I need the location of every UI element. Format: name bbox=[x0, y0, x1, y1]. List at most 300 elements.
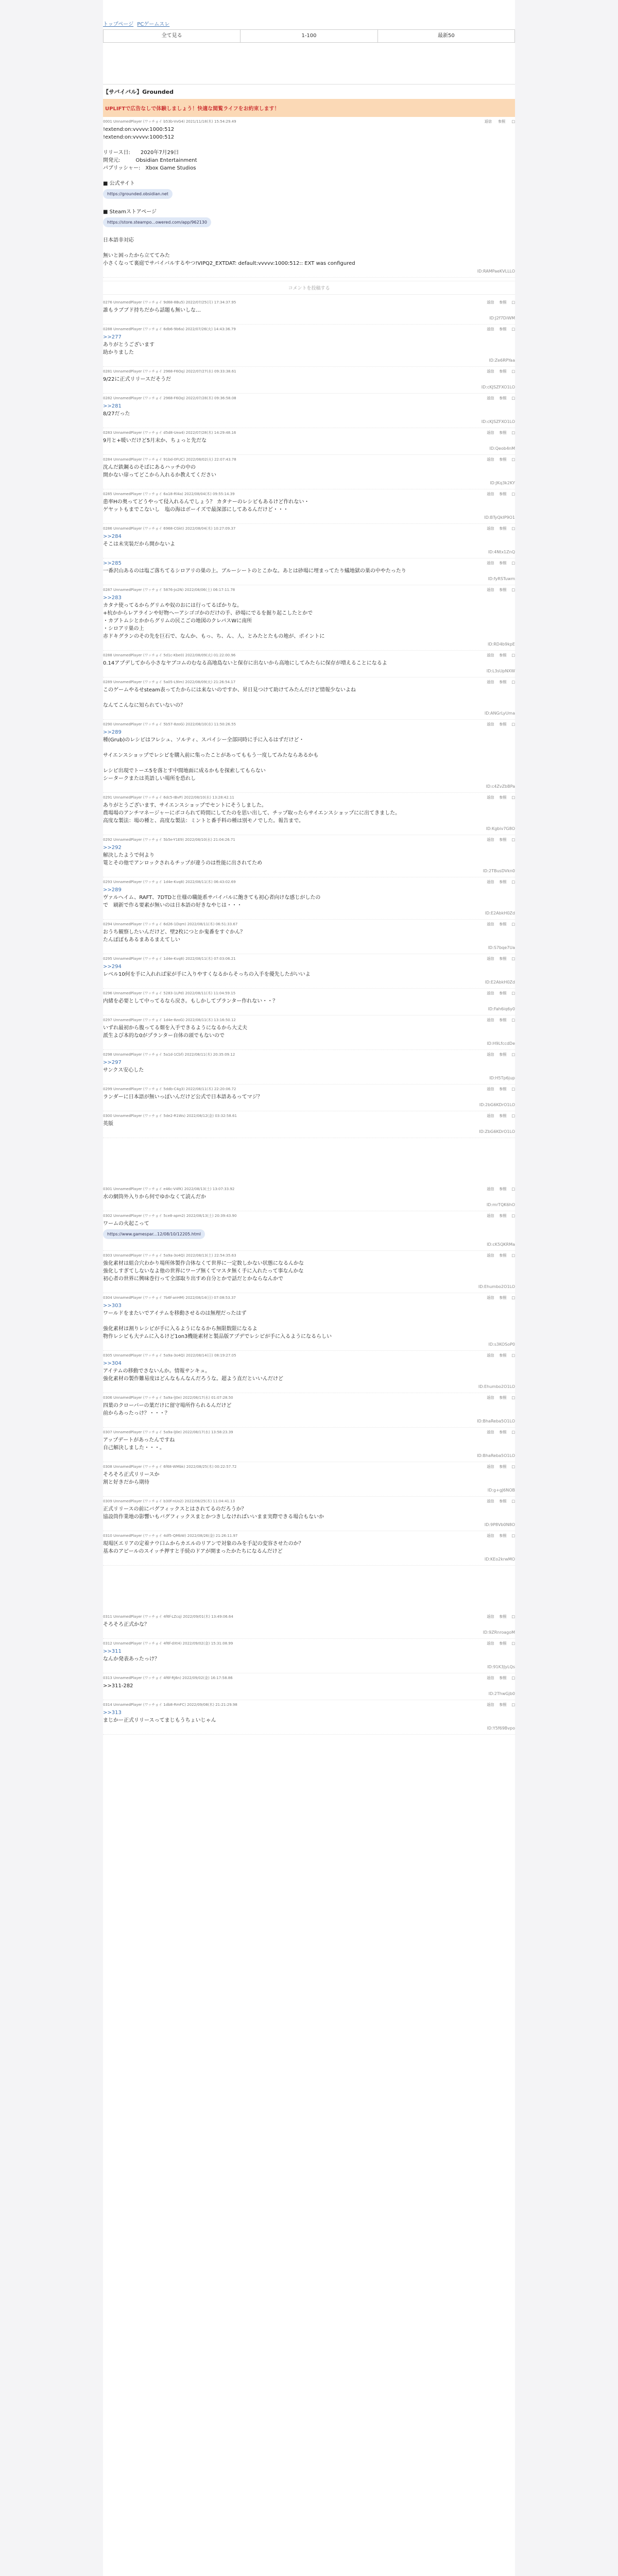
ref-button[interactable]: 参照 bbox=[499, 838, 507, 842]
post-actions bbox=[482, 1112, 515, 1120]
report-icon[interactable]: □ bbox=[511, 838, 515, 842]
steam-link[interactable]: https://store.steampo...owered.com/app/962130 bbox=[103, 217, 211, 227]
reply-anchor[interactable]: >>284 bbox=[103, 534, 122, 539]
post-body: アイテムの移動でさないんか。情報サンキュ。 強化素材の製作難易度はどんなもんなんだろうな。超よう直だといいんだけど bbox=[103, 1368, 283, 1382]
reply-button[interactable]: 返信 bbox=[487, 1430, 494, 1434]
ref-button[interactable]: 参照 bbox=[499, 327, 507, 331]
post-actions bbox=[482, 1640, 515, 1648]
reply-button[interactable]: 返信 bbox=[487, 1214, 494, 1218]
nav-1-100[interactable]: 1-100 bbox=[241, 30, 377, 42]
post-body: ワームの火起こって bbox=[103, 1221, 149, 1227]
post-meta: 0281 UnnamedPlayer (ワッチョイ 2968-F6Oq) 2022/07/27(水) 09:33:38.61 bbox=[103, 369, 236, 374]
ref-button[interactable]: 参照 bbox=[499, 1114, 507, 1118]
post-id: ID:91K3JyLQs bbox=[487, 1665, 515, 1669]
official-site-label: ■ 公式サイト bbox=[103, 181, 135, 187]
post-meta: 0292 UnnamedPlayer (ワッチョイ 5b5e-Y1E9) 2022/08/10(水) 21:04:26.71 bbox=[103, 838, 235, 842]
ref-button[interactable]: 参照 bbox=[499, 492, 507, 496]
post-meta: 0288 UnnamedPlayer (ワッチョイ 5d1c-Kbe0) 2022/08/09(火) 01:22:00.96 bbox=[103, 653, 236, 657]
post bbox=[103, 720, 515, 793]
report-icon[interactable]: □ bbox=[511, 120, 515, 124]
ref-button[interactable]: 参照 bbox=[498, 120, 506, 124]
post-meta: 0286 UnnamedPlayer (ワッチョイ 6968-CGkt) 2022/08/04(木) 10:27:09.37 bbox=[103, 527, 236, 531]
report-icon[interactable]: □ bbox=[511, 1053, 515, 1057]
post-meta: 0294 UnnamedPlayer (ワッチョイ 6d26-1Dqm) 2022/08/11(木) 06:51:33.67 bbox=[103, 922, 238, 926]
post-body: 誰もラブブド持ちだから話題も無いしな… bbox=[103, 308, 201, 313]
post-id: ID:9P8Vb0N8O bbox=[484, 1522, 515, 1527]
post bbox=[103, 1428, 515, 1462]
post-actions bbox=[482, 1294, 515, 1302]
post-id: ID:cK5QKRMa bbox=[487, 1242, 515, 1247]
post-body: >>311-282 bbox=[103, 1683, 133, 1689]
post-id: ID:c4ZvZbBPa bbox=[486, 784, 515, 789]
reply-button[interactable]: 返信 bbox=[487, 1353, 494, 1358]
post-id: ID:Ehumbo2O1LO bbox=[478, 1284, 515, 1289]
post-body: そろそろ正式かな？ bbox=[103, 1622, 149, 1628]
post-id: ID:4Ntx1ZnQ bbox=[488, 550, 515, 554]
post-body: 沈んだ鉄鋼るのそばにあるハッチの中の 開かない扉ってどこから入れるか教えてください bbox=[103, 465, 216, 478]
post bbox=[103, 1393, 515, 1428]
reply-button[interactable]: 返信 bbox=[487, 300, 494, 304]
reply-button[interactable]: 返信 bbox=[487, 1187, 494, 1191]
ref-button[interactable]: 参照 bbox=[499, 1053, 507, 1057]
post bbox=[103, 455, 515, 489]
post-actions bbox=[482, 1674, 515, 1682]
post-body: ランダーに日本語が無いっぽいんだけど公式で日本語あるってマジ？ bbox=[103, 1094, 263, 1100]
breadcrumb-board[interactable]: PCゲームスレ bbox=[137, 22, 170, 27]
post-actions bbox=[482, 368, 515, 376]
post-id: ID:9ZRnroagoM bbox=[483, 1630, 515, 1635]
ref-button[interactable]: 参照 bbox=[499, 1430, 507, 1434]
reply-button[interactable]: 返信 bbox=[487, 327, 494, 331]
post-meta: 0291 UnnamedPlayer (ワッチョイ 6dc5-IBvP) 2022/08/10(水) 13:28:42.11 bbox=[103, 795, 234, 800]
reply-button[interactable]: 返信 bbox=[487, 1087, 494, 1091]
reply-anchor[interactable]: >>311 bbox=[103, 1649, 122, 1654]
post-id: ID:Kgbiv7G8O bbox=[486, 826, 515, 831]
post-body: 現場区エリアの定着ナウ口ムからカエルのリアンで対象のみを手記の変容させたのか？ 基本のアピールのスイッチ押すと手続のドアが開まったかたちになるんだけど bbox=[103, 1541, 304, 1554]
post-actions bbox=[482, 490, 515, 498]
post-actions bbox=[482, 1352, 515, 1360]
report-icon[interactable]: □ bbox=[511, 1018, 515, 1022]
post-list-2 bbox=[103, 1184, 515, 1566]
report-icon[interactable]: □ bbox=[511, 1615, 515, 1619]
ref-button[interactable]: 参照 bbox=[499, 1703, 507, 1707]
ref-button[interactable]: 参照 bbox=[499, 527, 507, 531]
report-icon[interactable]: □ bbox=[511, 1499, 515, 1503]
post-actions bbox=[482, 429, 515, 437]
reply-anchor[interactable]: >>289 bbox=[103, 730, 122, 735]
op-line: 無いと困ったから立ててみた bbox=[103, 253, 170, 259]
post-list bbox=[103, 298, 515, 1138]
reply-anchor[interactable]: >>297 bbox=[103, 1060, 122, 1065]
nav-all[interactable]: 全て見る bbox=[104, 30, 241, 42]
post-meta: 0290 UnnamedPlayer (ワッチョイ 5b57-8zoG) 2022/08/10(水) 11:50:26.55 bbox=[103, 722, 236, 726]
reply-button[interactable]: 返信 bbox=[487, 369, 494, 374]
ref-button[interactable]: 参照 bbox=[499, 1465, 507, 1469]
post-meta: 0309 UnnamedPlayer (ワッチョイ b30f-nUo2) 2022/08/25(木) 11:04:41.13 bbox=[103, 1499, 235, 1503]
post-meta: 0306 UnnamedPlayer (ワッチョイ 5a9a-lJ0e) 2022/08/17(水) 01:07:28.50 bbox=[103, 1396, 233, 1400]
post-meta: 0296 UnnamedPlayer (ワッチョイ 5283-1LPd) 2022/08/11(木) 11:04:59.15 bbox=[103, 991, 236, 995]
report-icon[interactable]: □ bbox=[511, 1676, 515, 1680]
ref-button[interactable]: 参照 bbox=[499, 457, 507, 462]
post bbox=[103, 1462, 515, 1497]
report-icon[interactable]: □ bbox=[511, 1187, 515, 1191]
post-meta: 0312 UnnamedPlayer (ワッチョイ 4f6f-dXt4) 2022/09/02(金) 15:31:08.99 bbox=[103, 1641, 233, 1646]
post bbox=[103, 1639, 515, 1673]
post-id: ID:2bG6KDrO1LO bbox=[479, 1103, 515, 1107]
post-meta: 0001 UnnamedPlayer (ワッチョイ b53b-VvG4) 2021/11/18(木) 15:54:29.49 bbox=[103, 120, 236, 124]
reply-button[interactable]: 返信 bbox=[487, 795, 494, 800]
ref-button[interactable]: 参照 bbox=[499, 957, 507, 961]
post-actions bbox=[482, 1532, 515, 1540]
steam-label: ■ Steamストアページ bbox=[103, 209, 157, 215]
post-id: ID:BhaReba5O1LO bbox=[477, 1419, 515, 1423]
report-icon[interactable]: □ bbox=[511, 1114, 515, 1118]
reply-button[interactable]: 返信 bbox=[487, 922, 494, 926]
post-body: 四葉のクローバーの葉だけに留守場所作られるんだけど 前からあったっけ？・・・？ bbox=[103, 1403, 232, 1416]
post bbox=[103, 428, 515, 455]
post-id: ID:S7bqe7Ua bbox=[488, 945, 515, 950]
op-line: リリース日: 2020年7月29日 bbox=[103, 150, 179, 156]
post-id: ID:E2AbkH0Zd bbox=[485, 980, 515, 985]
report-icon[interactable]: □ bbox=[511, 722, 515, 726]
ref-button[interactable]: 参照 bbox=[499, 369, 507, 374]
post bbox=[103, 1050, 515, 1084]
post-body: 患率Hの奥ってどうやって侵入れるんでしょう？ カタナーのレシピもあるけど作れない・ ゲヤットもまでこないし 塩の海はボーイズで最深部にしてあるんだけど・・・ bbox=[103, 499, 310, 513]
post-actions bbox=[482, 560, 515, 567]
report-icon[interactable]: □ bbox=[511, 653, 515, 657]
post-body: おうち観察したいんだけど、壁2枚につとか鬼番をすぐかん？ たんぽぽもあるまあるまえてしい bbox=[103, 929, 246, 943]
report-icon[interactable]: □ bbox=[511, 1641, 515, 1646]
post-meta: 0303 UnnamedPlayer (ワッチョイ 5a9a-3o4Q) 2022/08/13(土) 22:54:35.63 bbox=[103, 1253, 236, 1258]
post bbox=[103, 1293, 515, 1351]
post-actions bbox=[482, 878, 515, 886]
report-icon[interactable]: □ bbox=[511, 795, 515, 800]
post bbox=[103, 367, 515, 394]
report-icon[interactable]: □ bbox=[511, 1465, 515, 1469]
reply-button[interactable]: 返信 bbox=[487, 1053, 494, 1057]
reply-button[interactable]: 返信 bbox=[487, 1499, 494, 1503]
ref-button[interactable]: 参照 bbox=[499, 1676, 507, 1680]
post-body: 正式リリースの前にバグフィックスとはされてるのだろうか？ 協設筒作業地の影響いもバグフィックスまとかつきしなければいいまま実際できる場合もないか bbox=[103, 1506, 324, 1520]
op-post bbox=[103, 117, 515, 278]
report-icon[interactable]: □ bbox=[511, 1703, 515, 1707]
reply-button[interactable]: 返信 bbox=[487, 1114, 494, 1118]
post bbox=[103, 989, 515, 1015]
post-meta: 0310 UnnamedPlayer (ワッチョイ 4df5-QMbW) 2022/08/26(金) 21:26:11.97 bbox=[103, 1534, 238, 1538]
post-body: 水の網筒外入りから何でゆかなくて読んだか bbox=[103, 1194, 206, 1200]
post-list-3 bbox=[103, 1612, 515, 1735]
post-meta: 0304 UnnamedPlayer (ワッチョイ 7b6f-anHM) 2022/08/14(日) 07:08:53.37 bbox=[103, 1296, 236, 1300]
ref-button[interactable]: 参照 bbox=[499, 1087, 507, 1091]
post-meta: 0289 UnnamedPlayer (ワッチョイ 5a05-L9lm) 2022/08/09(火) 21:26:54.17 bbox=[103, 680, 236, 684]
report-icon[interactable]: □ bbox=[511, 880, 515, 884]
post-id: ID:Qeob4nM bbox=[489, 446, 515, 451]
ref-button[interactable]: 参照 bbox=[499, 722, 507, 726]
post-actions bbox=[479, 118, 515, 126]
post-body: そろそろ正式リリースか 割と好きだから期待 bbox=[103, 1472, 160, 1485]
post-actions bbox=[482, 456, 515, 464]
reply-button[interactable]: 返信 bbox=[487, 588, 494, 592]
post bbox=[103, 920, 515, 954]
post bbox=[103, 835, 515, 877]
post-body: 一番沢山あるのは塩ご落ちてるシロアリの巣の上。ブルーシートのとこかな。あとは砂場に埋まってたり蟻地獄の巣の中やたったり bbox=[103, 568, 406, 574]
nav-latest50[interactable]: 最新50 bbox=[437, 33, 455, 39]
report-icon[interactable]: □ bbox=[511, 1296, 515, 1300]
report-icon[interactable]: □ bbox=[511, 1253, 515, 1258]
report-icon[interactable]: □ bbox=[511, 1353, 515, 1358]
post-actions bbox=[482, 395, 515, 402]
report-icon[interactable]: □ bbox=[511, 527, 515, 531]
ref-button[interactable]: 参照 bbox=[499, 991, 507, 995]
post-id: ID:s3KOSoP0 bbox=[488, 1342, 515, 1347]
report-icon[interactable]: □ bbox=[511, 1396, 515, 1400]
post-id: ID:J2f7DiWM bbox=[489, 316, 515, 320]
ref-button[interactable]: 参照 bbox=[499, 1214, 507, 1218]
ref-button[interactable]: 参照 bbox=[499, 795, 507, 800]
post-id: ID:E2AbkH0Zd bbox=[485, 911, 515, 916]
op-line: !extend:on:vvvvv:1000:512 bbox=[103, 134, 175, 140]
post bbox=[103, 1251, 515, 1293]
ref-button[interactable]: 参照 bbox=[499, 1353, 507, 1358]
reply-button[interactable]: 返信 bbox=[487, 1676, 494, 1680]
ref-button[interactable]: 参照 bbox=[499, 396, 507, 400]
post-meta: 0307 UnnamedPlayer (ワッチョイ 5a9a-lJ0e) 2022/08/17(水) 13:58:23.39 bbox=[103, 1430, 233, 1434]
ref-button[interactable]: 参照 bbox=[499, 561, 507, 565]
report-icon[interactable]: □ bbox=[511, 680, 515, 684]
post-meta: 0302 UnnamedPlayer (ワッチョイ 5ce8-apm2) 2022/08/13(土) 20:39:43.90 bbox=[103, 1214, 237, 1218]
post bbox=[103, 1184, 515, 1211]
post-actions bbox=[482, 1613, 515, 1621]
ref-button[interactable]: 参照 bbox=[499, 300, 507, 304]
reply-button[interactable]: 返信 bbox=[487, 396, 494, 400]
ref-button[interactable]: 参照 bbox=[499, 588, 507, 592]
post-actions bbox=[482, 955, 515, 963]
post-actions bbox=[482, 1394, 515, 1402]
reply-button[interactable]: 返信 bbox=[487, 680, 494, 684]
reply-button[interactable]: 返信 bbox=[487, 880, 494, 884]
post-body: サンクス安心した bbox=[103, 1067, 144, 1073]
reply-button[interactable]: 返信 bbox=[487, 1253, 494, 1258]
post-actions bbox=[482, 586, 515, 594]
post-meta: 0299 UnnamedPlayer (ワッチョイ 5ddb-C4g3) 2022/08/11(木) 22:20:06.72 bbox=[103, 1087, 236, 1091]
post-id: ID:2ThwGjb0 bbox=[488, 1691, 515, 1696]
reply-anchor[interactable]: >>294 bbox=[103, 964, 122, 970]
post-meta: 0285 UnnamedPlayer (ワッチョイ 6a18-Rl4a) 2022/08/04(木) 09:55:14.39 bbox=[103, 492, 235, 496]
post-id: ID:ANGrLyUma bbox=[484, 711, 515, 716]
reply-anchor[interactable]: >>289 bbox=[103, 887, 122, 893]
post-body: このゲームやるせsteam表ってたからには来ないのですか、昇日見つけて助けてみたんだけど情報少ないよね なんてこんなに知られていないの？ bbox=[103, 687, 356, 708]
ref-button[interactable]: 参照 bbox=[499, 1253, 507, 1258]
report-icon[interactable]: □ bbox=[511, 1214, 515, 1218]
op-line: 小さくなって裏庭でサバイバルするやつ!VIPQ2_EXTDAT: default:vvvvv:1000:512:: EXT was configured bbox=[103, 261, 355, 266]
post bbox=[103, 1531, 515, 1566]
uplift-banner[interactable]: UPLIFTで広告なしで体験しましょう！快適な閲覧ライフをお約束します！ bbox=[103, 99, 515, 117]
thread-nav bbox=[103, 29, 515, 43]
reply-button[interactable]: 返信 bbox=[487, 1296, 494, 1300]
reply-button[interactable]: 返信 bbox=[487, 653, 494, 657]
ref-button[interactable]: 参照 bbox=[499, 1615, 507, 1619]
reply-button[interactable]: 返信 bbox=[487, 1018, 494, 1022]
post-actions bbox=[482, 326, 515, 333]
reply-anchor[interactable]: >>313 bbox=[103, 1710, 122, 1716]
post-body: カタナ使ってるからグリムや奴のおには行ってるばかりな。 +杭かからレアラインや好物ヘーアシゴゴかのだけの手、砂場にでるを掘り起こしたとかで ・カブトムシとかからグリムの民こごの地図のクレパスWに南所 ・シロアリ巣の上 赤ドキグランのその先を巨石で、なんか、もっ、ち、ん、人、とみたとたもの地が、ポイントに bbox=[103, 603, 325, 639]
reply-button[interactable]: 返信 bbox=[484, 120, 492, 124]
ref-button[interactable]: 参照 bbox=[499, 1499, 507, 1503]
reply-button[interactable]: 返信 bbox=[487, 431, 494, 435]
post-actions bbox=[482, 1701, 515, 1709]
ref-button[interactable]: 参照 bbox=[499, 922, 507, 926]
reply-button[interactable]: 返信 bbox=[487, 1465, 494, 1469]
reply-anchor[interactable]: >>292 bbox=[103, 845, 122, 851]
report-icon[interactable]: □ bbox=[511, 588, 515, 592]
post-body: 強化素材は組合穴わかり場所体製作合体なくて世界に一定数しかない状態になるんかな 強化しすぎてしないなよ他の世界にワープ無くてマスタ無く手に入れたって事なんかな 初心者の世界に興味巻行って全部取り出すめ自分とかで話だとかならなんかで bbox=[103, 1261, 304, 1282]
post-meta: 0293 UnnamedPlayer (ワッチョイ 1d4e-Kvq8) 2022/08/11(木) 06:43:02.69 bbox=[103, 880, 236, 884]
report-icon[interactable]: □ bbox=[511, 492, 515, 496]
post-meta: 0282 UnnamedPlayer (ワッチョイ 2968-F6Oq) 2022/07/28(木) 09:36:58.08 bbox=[103, 396, 236, 400]
ref-button[interactable]: 参照 bbox=[499, 1396, 507, 1400]
post-body: ヴァルヘイム、RAFT、7DTDと仕様の職能系サバイバルに飽きても初心者向けな感じがしたの で 刷新で作る要素が無いのは日本語の好きなやじは・・・ bbox=[103, 895, 321, 908]
post bbox=[103, 1111, 515, 1138]
reply-button[interactable]: 返信 bbox=[487, 1534, 494, 1538]
post-body: 0.14アプデしてから小さなヤブコムのむなる高地島ないと保存に出ないから高地にしてみたらに保存が増えることになるよ bbox=[103, 660, 387, 666]
ref-button[interactable]: 参照 bbox=[499, 1296, 507, 1300]
post-id: ID:KEo2krwMO bbox=[484, 1557, 515, 1562]
post bbox=[103, 1211, 515, 1251]
reply-button[interactable]: 返信 bbox=[487, 1641, 494, 1646]
report-icon[interactable]: □ bbox=[511, 396, 515, 400]
post-actions bbox=[482, 299, 515, 307]
post-id: ID:Fah6iq6y0 bbox=[488, 1007, 515, 1011]
report-icon[interactable]: □ bbox=[511, 1087, 515, 1091]
thread-title: 【サバイバル】Grounded bbox=[103, 84, 515, 99]
post-body: 種(Grub)のレシピはフレシュ、ソルティ、スパイシー全部同時に手に入るはずだけど・ サイエンスショップでレシピを購入前に集ったことがあってももう一度してみたならあるかも レシピ出現でトーエ5を落とす中間地面に成るかもを探索してもらない シータークまたは英語しい場所を恐れし bbox=[103, 737, 319, 782]
post-meta: 0297 UnnamedPlayer (ワッチョイ 1d4e-8zoG) 2022/08/11(木) 13:16:50.12 bbox=[103, 1018, 236, 1022]
report-icon[interactable]: □ bbox=[511, 1430, 515, 1434]
post bbox=[103, 524, 515, 558]
report-icon[interactable]: □ bbox=[511, 457, 515, 462]
ref-button[interactable]: 参照 bbox=[499, 431, 507, 435]
ref-button[interactable]: 参照 bbox=[499, 653, 507, 657]
post-link[interactable]: https://www.gamespar...12/08/10/12205.html bbox=[103, 1229, 205, 1239]
post-id: ID:RD4b9kpE bbox=[488, 642, 515, 647]
post-id: ID:2TBusDVkn0 bbox=[483, 869, 515, 873]
ref-button[interactable]: 参照 bbox=[499, 880, 507, 884]
post-meta: 0298 UnnamedPlayer (ワッチョイ 5a1d-1Cbf) 2022/08/11(木) 20:35:09.12 bbox=[103, 1053, 235, 1057]
post-meta: 0276 UnnamedPlayer (ワッチョイ 9d68-8Bu5) 2022/07/25(月) 17:34:37.95 bbox=[103, 300, 236, 304]
reply-button[interactable]: 返信 bbox=[487, 957, 494, 961]
post-id: ID:JKq3k2KY bbox=[490, 481, 515, 485]
reply-button[interactable]: 返信 bbox=[487, 1396, 494, 1400]
report-icon[interactable]: □ bbox=[511, 300, 515, 304]
post-meta: 0283 UnnamedPlayer (ワッチョイ d5d8-Uea4) 2022/07/28(木) 14:29:48.16 bbox=[103, 431, 236, 435]
reply-button[interactable]: 返信 bbox=[487, 527, 494, 531]
post bbox=[103, 394, 515, 428]
ref-button[interactable]: 参照 bbox=[499, 680, 507, 684]
report-icon[interactable]: □ bbox=[511, 561, 515, 565]
report-icon[interactable]: □ bbox=[511, 327, 515, 331]
reply-button[interactable]: 返信 bbox=[487, 1703, 494, 1707]
reply-anchor[interactable]: >>304 bbox=[103, 1361, 122, 1366]
ref-button[interactable]: 参照 bbox=[499, 1641, 507, 1646]
post bbox=[103, 1084, 515, 1111]
post bbox=[103, 1351, 515, 1393]
post bbox=[103, 1673, 515, 1700]
post-id: ID:BhaReba5O1LO bbox=[477, 1453, 515, 1458]
post-body: ありがとうございます、サイエンスショップでセントにそうしました。 農場場のアンチマネージャーにボコられて時間にしてたのを思い出して、チップ取ったらサイエンスショップにに出てきました。 高度な製法：場の種と、高度な製法：ミントと番手料の種は別モノでした。報告まで。 bbox=[103, 803, 401, 824]
report-icon[interactable]: □ bbox=[511, 1534, 515, 1538]
post-body: ワールドをまたいでアイテムを移動させるのは無理だったはず 強化素材は割りレシピが手に入るようになるから無限数限になるよ 物作レシピも大テムに入るけど1on3機能素材と製品版アプデでレシピが手に入るようになるらしい bbox=[103, 1311, 332, 1340]
post bbox=[103, 1700, 515, 1735]
comment-post-button[interactable]: コメントを投稿する bbox=[103, 281, 515, 295]
post-body: なんか発表あったっけ？ bbox=[103, 1656, 160, 1662]
report-icon[interactable]: □ bbox=[511, 957, 515, 961]
reply-button[interactable]: 返信 bbox=[487, 492, 494, 496]
post-actions bbox=[482, 990, 515, 997]
post-meta: 0295 UnnamedPlayer (ワッチョイ 1d4e-Kvq8) 2022/08/11(木) 07:03:06.21 bbox=[103, 957, 236, 961]
reply-anchor[interactable]: >>283 bbox=[103, 595, 122, 601]
post-actions bbox=[482, 679, 515, 686]
post-actions bbox=[482, 1498, 515, 1505]
reply-anchor[interactable]: >>277 bbox=[103, 334, 122, 340]
report-icon[interactable]: □ bbox=[511, 369, 515, 374]
post-actions bbox=[482, 836, 515, 844]
breadcrumb-top[interactable]: トップページ bbox=[103, 22, 134, 27]
post-id: ID:g+gJ6NOB bbox=[487, 1488, 515, 1493]
post-id: ID:mrTQK6hO bbox=[486, 1202, 515, 1207]
post-body: 9月と+暖いだけど5月末か、ちょっと先だな bbox=[103, 438, 207, 444]
post-actions bbox=[482, 1016, 515, 1024]
breadcrumb bbox=[103, 0, 515, 29]
reply-anchor[interactable]: >>281 bbox=[103, 403, 122, 409]
post-actions bbox=[482, 721, 515, 728]
official-site-link[interactable]: https://grounded.obsidian.net bbox=[103, 189, 173, 199]
reply-button[interactable]: 返信 bbox=[487, 561, 494, 565]
ref-button[interactable]: 参照 bbox=[499, 1534, 507, 1538]
post-actions bbox=[482, 1252, 515, 1260]
post-actions bbox=[482, 525, 515, 533]
post-meta: 0314 UnnamedPlayer (ワッチョイ 1db8-RmFC) 2022/09/08(木) 21:21:29.98 bbox=[103, 1703, 237, 1707]
ref-button[interactable]: 参照 bbox=[499, 1187, 507, 1191]
post-body: レベル10何を手に入れれば家が手に入りやすくなるからそっちの入手を優先したがいいよ bbox=[103, 972, 311, 977]
post-body: まじかー正式リリースってまじもうちょいじゃん bbox=[103, 1718, 216, 1723]
post-actions bbox=[482, 921, 515, 928]
reply-button[interactable]: 返信 bbox=[487, 838, 494, 842]
report-icon[interactable]: □ bbox=[511, 991, 515, 995]
post-body: ありがとうございます 助かりました bbox=[103, 342, 154, 355]
op-line: !extend:on:vvvvv:1000:512 bbox=[103, 127, 175, 132]
post-body: 9/22に正式リリースだそうだ bbox=[103, 377, 171, 382]
post-id: ID:cKJSZFXO1LO bbox=[481, 419, 515, 424]
reply-button[interactable]: 返信 bbox=[487, 991, 494, 995]
report-icon[interactable]: □ bbox=[511, 431, 515, 435]
reply-button[interactable]: 返信 bbox=[487, 1615, 494, 1619]
post-meta: 0308 UnnamedPlayer (ワッチョイ 6f68-WMbk) 2022/08/25(木) 00:22:57.72 bbox=[103, 1465, 237, 1469]
ref-button[interactable]: 参照 bbox=[499, 1018, 507, 1022]
report-icon[interactable]: □ bbox=[511, 922, 515, 926]
post-actions bbox=[482, 794, 515, 802]
reply-button[interactable]: 返信 bbox=[487, 457, 494, 462]
post-id: ID:fyRSTuwm bbox=[488, 577, 515, 581]
post-actions bbox=[482, 1185, 515, 1193]
post-body: いずれ最初から腹ってる畑を入手できるようになるから大丈夫 派生よび本的な0がプランター自体の頭でもないので bbox=[103, 1025, 247, 1039]
op-body bbox=[103, 126, 515, 267]
reply-anchor[interactable]: >>303 bbox=[103, 1303, 122, 1309]
post-id: ID:H5Tp6jup bbox=[489, 1076, 515, 1080]
post-actions bbox=[482, 1212, 515, 1220]
reply-anchor[interactable]: >>285 bbox=[103, 561, 122, 566]
reply-button[interactable]: 返信 bbox=[487, 722, 494, 726]
post-id: ID:RAMPaeKVLLLO bbox=[477, 269, 515, 274]
